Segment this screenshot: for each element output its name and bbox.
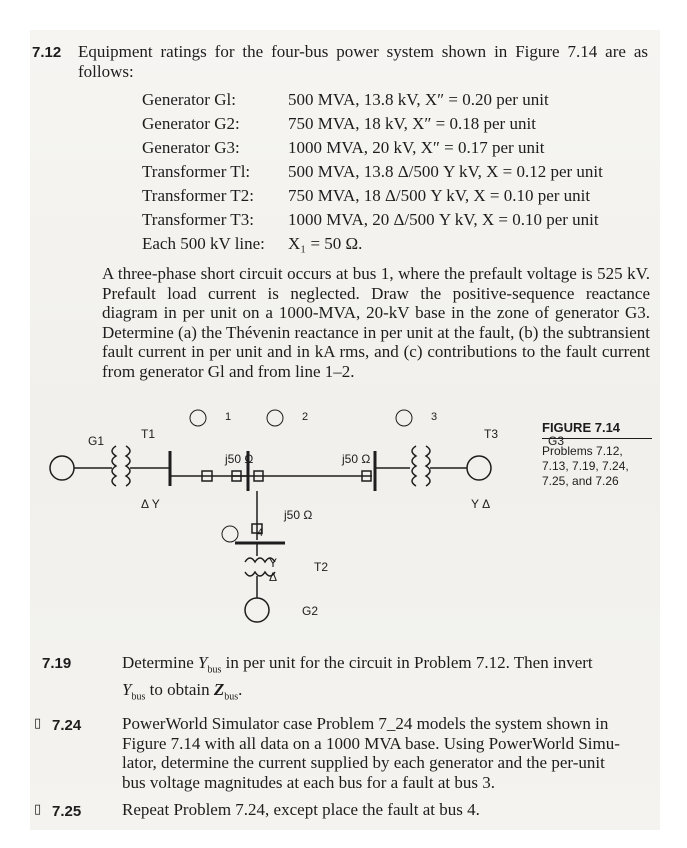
spec-value: X₁ = 50 Ω. (288, 234, 363, 253)
label-line-2-3: j50 Ω (342, 452, 371, 466)
t3-secondary-coil (426, 446, 430, 486)
spec-label: Generator G2: (142, 114, 240, 133)
powerworld-computer-icon: ▯ (34, 716, 42, 731)
textbook-page (30, 30, 660, 830)
powerworld-computer-icon: ▯ (34, 802, 42, 817)
figure-title: FIGURE 7.14 (542, 420, 621, 435)
label-bus-2: 2 (302, 411, 309, 423)
spec-value: 500 MVA, 13.8 kV, X″ = 0.20 per unit (288, 90, 549, 109)
problem-number-7-24: 7.24 (52, 717, 82, 734)
spec-label: Transformer Tl: (142, 162, 251, 181)
label-t2: T2 (314, 560, 329, 574)
spec-value: 1000 MVA, 20 kV, X″ = 0.17 per unit (288, 138, 545, 157)
label-t3: T3 (484, 427, 499, 441)
figure-title-rule (542, 438, 652, 439)
spec-value: 1000 MVA, 20 Δ/500 Y kV, X = 0.10 per unit (288, 210, 599, 229)
label-g1: G1 (88, 434, 105, 448)
spec-label: Generator G3: (142, 138, 240, 157)
generator-g3-symbol (467, 456, 491, 480)
label-bus-4: 4 (257, 527, 264, 539)
problem-7-24-text: PowerWorld Simulator case Problem 7_24 models the system shown in Figure 7.14 with all data on a 1000 MVA base. Using PowerWorld Simu- lator, determine the current supplied by each generator and the per-unit bus voltage magnitudes at each bus for a fault at bus 3. (122, 714, 620, 792)
label-t1-connection: Δ Y (141, 497, 160, 511)
problem-7-12-body: A three-phase short circuit occurs at bus 1, where the prefault voltage is 525 kV. Prefault load current is neglected. Draw the positive-sequence reactance diagram in per unit on a 1000-MVA, 20-kV base in the zone of generator G3. Determine (a) the Thévenin reactance in per unit at the fault, (b) the subtransient fault current in per unit and in kA rms, and (c) contributions to the fault current from generator Gl and from line 1–2. (102, 264, 650, 381)
spec-value: 750 MVA, 18 Δ/500 Y kV, X = 0.10 per unit (288, 186, 591, 205)
spec-value: 750 MVA, 18 kV, X″ = 0.18 per unit (288, 114, 536, 133)
problem-number-7-25: 7.25 (52, 803, 82, 820)
figure-caption: Problems 7.12, 7.13, 7.19, 7.24, 7.25, and 7.26 (542, 444, 629, 488)
label-line-2-4: j50 Ω (284, 508, 313, 522)
power-system-diagram (30, 396, 530, 636)
spec-label: Each 500 kV line: (142, 234, 265, 253)
label-t2-wye: Y (269, 556, 278, 570)
label-t2-delta: Δ (269, 570, 278, 584)
t1-secondary-coil (126, 446, 130, 486)
t3-primary-coil (412, 446, 416, 486)
spec-label: Transformer T2: (142, 186, 254, 205)
generator-g1-symbol (50, 456, 74, 480)
generator-g2-symbol (245, 598, 269, 622)
label-g3: G3 (548, 434, 565, 448)
label-t3-connection: Y Δ (471, 497, 491, 511)
spec-value: 500 MVA, 13.8 Δ/500 Y kV, X = 0.12 per unit (288, 162, 603, 181)
problem-7-25-text: Repeat Problem 7.24, except place the fault at bus 4. (122, 800, 480, 819)
problem-7-19-text: Determine $Y_{bus}$ in per unit for the circuit in Problem 7.12. Then invert $Y_{bus}$ to obtain $Z_{bus}$. (122, 653, 593, 703)
label-bus-3: 3 (431, 411, 438, 423)
problem-number-7-19: 7.19 (42, 655, 72, 672)
label-t1: T1 (141, 427, 156, 441)
label-g2: G2 (302, 604, 319, 618)
label-line-1-2: j50 Ω (225, 452, 254, 466)
spec-label: Transformer T3: (142, 210, 254, 229)
t1-primary-coil (112, 446, 116, 486)
label-bus-1: 1 (225, 411, 232, 423)
problem-number-7-12: 7.12 (32, 44, 62, 61)
problem-7-12-intro: Equipment ratings for the four-bus power system shown in Figure 7.14 are as follows: (78, 42, 648, 81)
spec-label: Generator Gl: (142, 90, 236, 109)
